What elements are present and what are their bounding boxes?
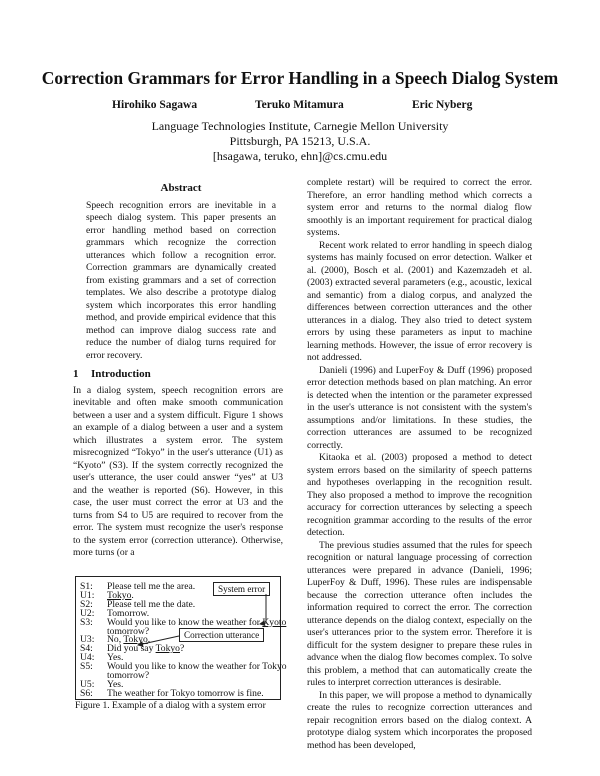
dialog-text: Would you like to know the weather for xyxy=(107,616,263,628)
dialog-speaker: S3: xyxy=(80,616,93,628)
dialog-text-end: . xyxy=(147,634,151,646)
dialog-underlined-word: Tokyo xyxy=(107,589,132,601)
body-paragraph: complete restart) will be required to correct the error. Therefore, an error handling method which corrects a system error and returns to the normal dialog flow smoothly is an important requirement for practical dialog systems. xyxy=(307,177,532,238)
body-paragraph: The previous studies assumed that the rules for speech recognition or natural language processing of correction utterances were prepared in advance (Danieli, 1996; LuperFoy & Duff, 1996). These rules are indispensable because the correction utterance often includes the information required to correct the error. The correction utterance depends on the dialog context, especially on the user's utterances prior to the system error. Therefore it is difficult for the system designer to prepare these rules in advance when the dialog flow becomes complex. To solve this problem, a method that can automatically create the rules to interpret correction utterances is desirable. xyxy=(307,539,532,688)
dialog-speaker: S4: xyxy=(80,643,93,655)
dialog-underlined-word: Tokyo xyxy=(155,643,180,655)
dialog-text: Did you say xyxy=(107,643,156,655)
dialog-text: The weather for Tokyo tomorrow is fine. xyxy=(107,687,264,699)
author-name: Hirohiko Sagawa xyxy=(112,99,198,111)
body-paragraph: Danieli (1996) and LuperFoy & Duff (1996) proposed error detection methods based on plan matching. An error is detected when the intention or the parameter expressed in the user's utterance is not consistent with the system's assumptions and/or limitations. In these studies, the correction utterances are assumed to be recognized correctly. xyxy=(307,364,532,451)
dialog-speaker: U2: xyxy=(80,607,95,619)
body-paragraph: Recent work related to error handling in speech dialog systems has mainly focused on error detection. Walker et al. (2000), Bosch et al. (2001) and Kazemzadeh et al. (2003) extracted several parameters (e.g., acoustic, lexical and semantic) from a dialog corpus, and analyzed the differences between correction utterances and the other utterances in a dialog. They also tried to detect system errors by using these parameters as input to machine learning methods. However, the issue of error recovery is not addressed. xyxy=(307,239,532,363)
dialog-speaker: S6: xyxy=(80,687,93,699)
callout-correction-utterance: Correction utterance xyxy=(179,628,264,642)
abstract-text: Speech recognition errors are inevitable in a speech dialog system. This paper presents an error handling method based on correction grammars which recognize the correction utterances which follow a recognition error. Correction grammars are dynamically created from existing grammars and a set of correction templates. We also describe a prototype dialog system which incorporates this error handling method, and provide empirical evidence that this method can improve dialog success rate and reduce the number of dialog turns required for error recovery. xyxy=(86,199,276,361)
dialog-speaker: U5: xyxy=(80,678,95,690)
dialog-text: Yes. xyxy=(107,678,124,690)
abstract-heading: Abstract xyxy=(160,182,202,194)
abstract-section xyxy=(86,182,276,362)
body-paragraph: In this paper, we will propose a method to dynamically create the rules to recognize correction utterances and repair recognition errors based on the dialog context. A prototype dialog system which incorporates the proposed method has been developed, xyxy=(307,689,532,751)
author-name: Teruko Mitamura xyxy=(255,99,344,111)
callout-arrows xyxy=(76,577,280,699)
dialog-underlined-word: Tokyo xyxy=(123,634,148,646)
arrow-system-error xyxy=(260,594,266,624)
author-list xyxy=(0,99,600,115)
dialog-text: No, xyxy=(107,634,124,646)
dialog-speaker: U3: xyxy=(80,634,95,646)
body-paragraph: Kitaoka et al. (2003) proposed a method to detect system errors based on the similarity of speech patterns and hypotheses overlapping in the recognition result. They also proposed a method to improve the recognition accuracy for correction utterances by selecting a speech recognition grammar according to the results of the error detection. xyxy=(307,452,532,538)
dialog-speaker: U1: xyxy=(80,589,95,601)
dialog-text-end: ? xyxy=(179,643,185,655)
section-title: Introduction xyxy=(91,368,151,380)
callout-system-error: System error xyxy=(213,582,270,596)
section-heading xyxy=(73,368,283,381)
dialog-speaker: S2: xyxy=(80,598,93,610)
introduction-paragraph: In a dialog system, speech recognition errors are inevitable and often make smooth communication between a user and a system difficult. Figure 1 shows an example of a dialog between a user and a system which illustrates a system error. The system misrecognized “Tokyo” in the user's utterance (U1) as “Kyoto” (S3). If the system correctly recognized the user's utterance, the user could answer “yes” at U3 and the weather is reported (S6). However, in this case, the user must correct the error at U3 and the turns from S4 to U5 are required to recover from the error. The system must recognize the user's response to the system error (correction utterance). Otherwise, more turns (or a xyxy=(73,384,283,558)
affiliation-address: Pittsburgh, PA 15213, U.S.A. xyxy=(229,134,371,148)
dialog-text: Yes. xyxy=(107,652,124,664)
dialog-text: Tomorrow. xyxy=(107,607,150,619)
dialog-text-end: . xyxy=(131,589,134,601)
introduction-section xyxy=(73,368,283,560)
dialog-text: Please tell me the date. xyxy=(107,598,196,610)
paper-title: Correction Grammars for Error Handling in a Speech Dialog System xyxy=(41,68,559,88)
right-column xyxy=(307,177,532,752)
author-name: Eric Nyberg xyxy=(412,99,473,111)
figure-dialog-box xyxy=(75,576,287,700)
affiliation-email: [hsagawa, teruko, ehn]@cs.cmu.edu xyxy=(212,149,388,163)
section-number: 1 xyxy=(73,368,79,380)
dialog-text: Would you like to know the weather for Tokyo xyxy=(107,661,287,673)
dialog-underlined-word: Kyoto xyxy=(262,616,287,628)
arrow-correction xyxy=(138,636,179,645)
dialog-speaker: U4: xyxy=(80,652,95,664)
dialog-speaker: S1: xyxy=(80,581,93,592)
dialog-text: tomorrow? xyxy=(107,670,150,681)
dialog-text: Please tell me the area. xyxy=(107,581,196,592)
dialog-speaker: S5: xyxy=(80,661,93,673)
dialog-text: tomorrow? xyxy=(107,625,150,637)
figure-caption: Figure 1. Example of a dialog with a system error xyxy=(75,700,266,711)
affiliation-institute: Language Technologies Institute, Carnegie Mellon University xyxy=(151,119,449,133)
